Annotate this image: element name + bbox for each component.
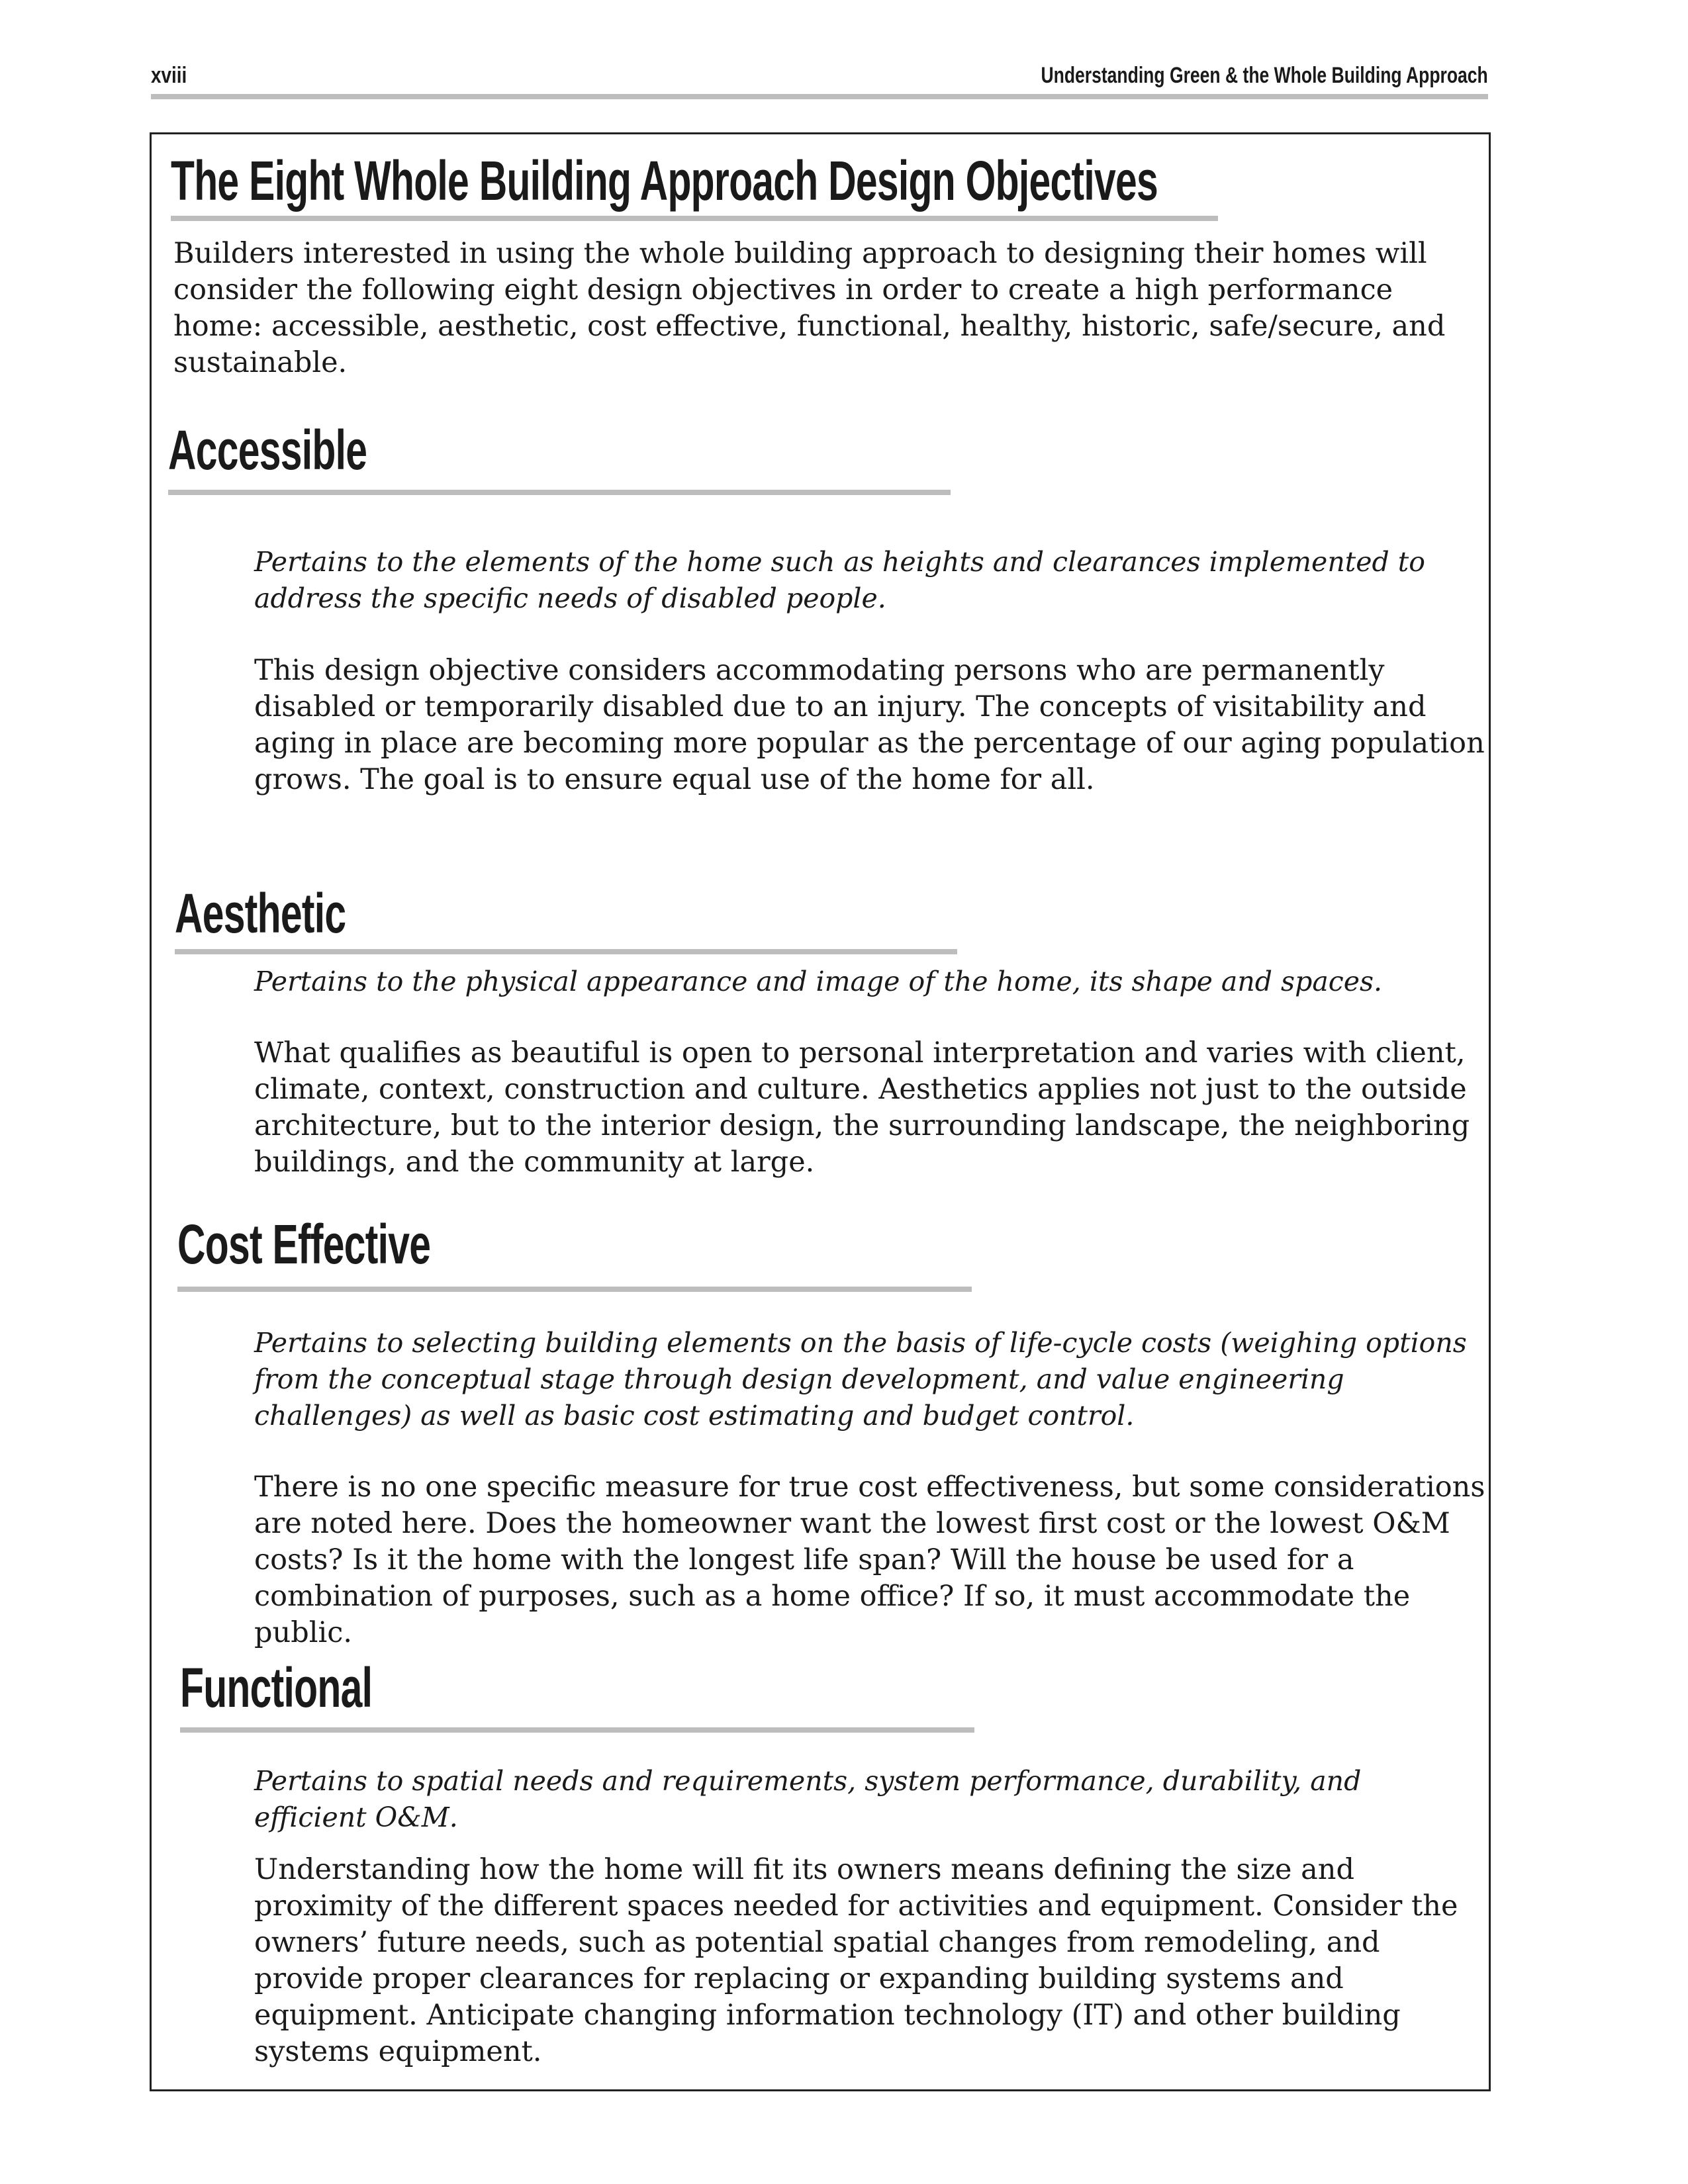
body-functional: Understanding how the home will fit its owners means defining the size and proximity of the different spaces needed for activities and equipment. Consider the owners’ future needs, such as potential spatial changes from remodeling, and provide proper clearances for replacing or expanding building systems and equipment. Anticipate changing information technology (IT) and other building systems equipment. [254, 1853, 1458, 2068]
definition-cost-effective: Pertains to selecting building elements on the basis of life-cycle costs (weighing options from the conceptual stage through design development, and value engineering challenges) as well as basic cost estimating and budget control. [254, 1327, 1467, 1432]
body-accessible: This design objective considers accommodating persons who are permanently disabled or temporarily disabled due to an injury. The concepts of visitability and aging in place are becoming more popular as the percentage of our aging population grows. The goal is to ensure equal use of the home for all. [254, 654, 1485, 796]
running-header [151, 58, 1488, 93]
section-heading-functional: Functional [180, 1657, 373, 1719]
intro-paragraph: Builders interested in using the whole building approach to designing their homes will consider the following eight design objectives in order to create a high performance home: accessible, aesthetic, cost effective, functional, healthy, historic, safe/secure, and sustainable. [173, 237, 1446, 379]
body-cost-effective: There is no one specific measure for true cost effectiveness, but some considerations are noted here. Does the homeowner want the lowest first cost or the lowest O&M costs? Is it the home with the longest life span? Will the house be used for a combination of purposes, such as a home office? If so, it must accommodate the public. [254, 1471, 1485, 1649]
section-rule-aesthetic [175, 949, 957, 954]
page-number: xviii [151, 63, 187, 88]
title-rule [171, 216, 1218, 221]
running-title: Understanding Green & the Whole Building Approach [1041, 63, 1488, 88]
definition-functional: Pertains to spatial needs and requirements, system performance, durability, and efficient O&M. [254, 1765, 1362, 1833]
section-heading-aesthetic: Aesthetic [175, 882, 346, 944]
page-title: The Eight Whole Building Approach Design Objectives [171, 150, 1158, 212]
definition-aesthetic: Pertains to the physical appearance and image of the home, its shape and spaces. [254, 966, 1383, 997]
header-rule [151, 94, 1488, 99]
section-heading-accessible: Accessible [168, 419, 367, 481]
section-rule-accessible [168, 490, 951, 495]
section-rule-functional [180, 1727, 974, 1733]
definition-accessible: Pertains to the elements of the home such as heights and clearances implemented to address the specific needs of disabled people. [254, 546, 1425, 614]
body-aesthetic: What qualifies as beautiful is open to personal interpretation and varies with client, climate, context, construction and culture. Aesthetics applies not just to the outside architecture, but to the interior design, the surrounding landscape, the neighboring buildings, and the community at large. [254, 1036, 1470, 1179]
section-rule-cost-effective [177, 1287, 972, 1292]
section-heading-cost-effective: Cost Effective [177, 1213, 431, 1275]
